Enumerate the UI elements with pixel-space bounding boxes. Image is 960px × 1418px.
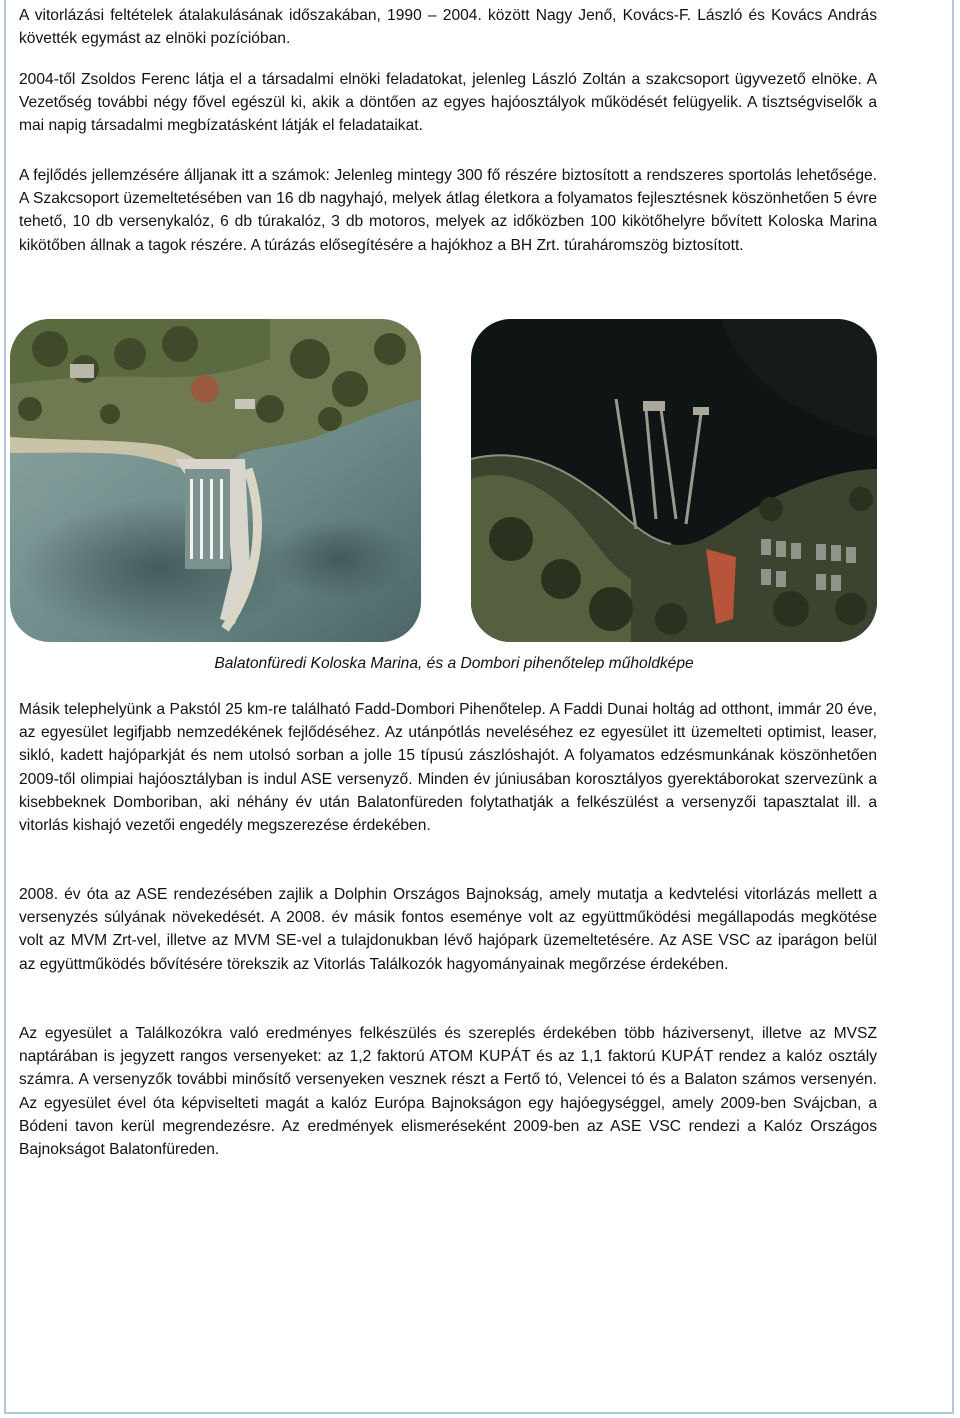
paragraph-leadership: 2004-től Zsoldos Ferenc látja el a társadalmi elnöki feladatokat, jelenleg László Zoltán a szakcsoport ügyvezető elnöke. A Vezetőség további négy fővel egészül ki, akik a döntően az egyes hajóosztályok működését felügyelik. A tisztségviselők a mai napig társadalmi megbízatásként látják el feladataikat. bbox=[19, 71, 877, 135]
figure-caption: Balatonfüredi Koloska Marina, és a Dombori pihenőtelep műholdképe bbox=[214, 655, 694, 672]
satellite-photo-camp bbox=[471, 319, 877, 642]
paragraph-dombori-site: Másik telephelyünk a Pakstól 25 km-re található Fadd-Dombori Pihenőtelep. A Faddi Dunai holtág ad otthont, immár 20 éve, az egyesület legifjabb nemzedékének fejlődéséhez. Az utánpótlás neveléséhez ez egyesület itt üzemelteti optimist, leaser, sikló, kadett hajóparkját és nem utolsó sorban a jolle 15 típusú zászlóshajót. A folyamatos edzésmunkának köszönhetően 2009-től olimpiai hajóosztályban is indul ASE versenyző. Minden év júniusában korosztályos gyerektáborokat szervezünk a kisebbeknek Domboriban, aki néhány év után Balatonfüreden folytathatják a felkészülést a versenyzői tapasztalat ill. a vitorlás kishajó vezetői engedély megszerezése érdekében. bbox=[19, 701, 877, 835]
paragraph-statistics: A fejlődés jellemzésére álljanak itt a számok: Jelenleg mintegy 300 fő részére biztosított a rendszeres sportolás lehetősége. A Szakcsoport üzemeltetésében van 16 db nagyhajó, melyek átlag életkora a folyamatos fejlesztésnek köszönhetően 5 évre tehető, 10 db versenykalóz, 6 db túrakalóz, 3 db motoros, melyek az időközben 100 kikötőhelyre bővített Koloska Marina kikötőben állnak a tagok részére. A túrázás elősegítésére a hajókhoz a BH Zrt. túraháromszög biztosított. bbox=[19, 167, 877, 254]
paragraph-dolphin-championship: 2008. év óta az ASE rendezésében zajlik a Dolphin Országos Bajnokság, amely mutatja a kedvtelési vitorlázás mellett a versenyzés súlyának növekedését. A 2008. év másik fontos eseménye volt az együttműködési megállapodás megkötése volt az MVM Zrt-vel, illetve az MVM SE-vel a tulajdonukban lévő hajópark üzemeltetésére. Az ASE VSC az iparágon belül az együttműködés bővítésére törekszik az Vitorlás Találkozók hagyományainak megőrzése érdekében. bbox=[19, 886, 877, 973]
satellite-photo-marina bbox=[10, 319, 421, 642]
satellite-figure bbox=[19, 319, 889, 642]
paragraph-competitions: Az egyesület a Találkozókra való eredményes felkészülés és szereplés érdekében több háziversenyt, illetve az MVSZ naptárában is jegyzett rangos versenyeket: az 1,2 faktorú ATOM KUPÁT és az 1,1 faktorú KUPÁT rendez a kalóz osztály számra. A versenyzők további minősítő versenyeken vesznek részt a Fertő tó, Velencei tó és a Balaton számos versenyén. Az egyesület ével óta képviselteti magát a kalóz Európa Bajnokságon egy hajóegységgel, amely 2009-ben Svájcban, a Bódeni tavon kerül megrendezésre. Az eredmények elismeréseként 2009-ben az ASE VSC rendezi a Kalóz Országos Bajnokságot Balatonfüreden. bbox=[19, 1025, 877, 1159]
paragraph-presidents: A vitorlázási feltételek átalakulásának időszakában, 1990 – 2004. között Nagy Jenő, Kovács-F. László és Kovács András követték egymást az elnöki pozícióban. bbox=[19, 7, 877, 48]
